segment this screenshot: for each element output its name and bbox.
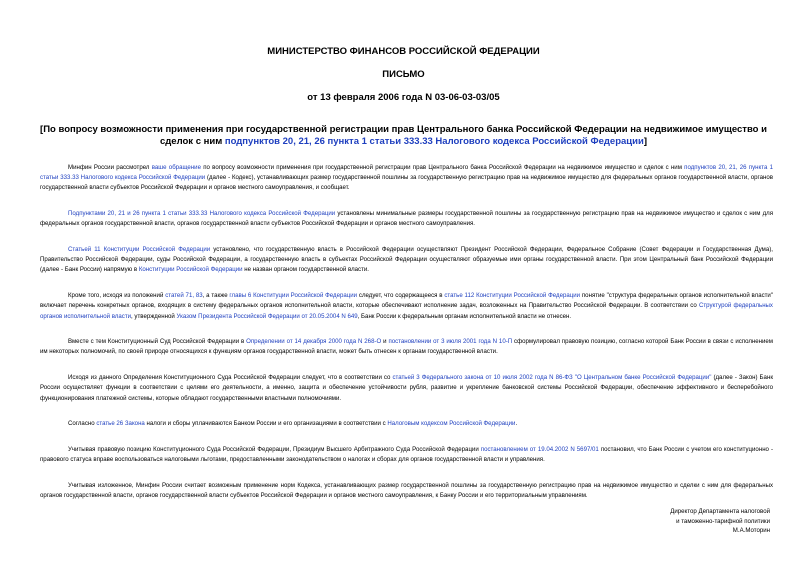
paragraph-4 [40,291,773,322]
link-constitution-art-11[interactable]: Статьей 11 Конституции Российской Федерации [68,246,211,254]
text: (далее - Кодекс), устанавливающих размер государственной пошлины за государственную регистрацию прав на недвижимое имущество для федеральных органов государственной власти, органов государственной власти субъектов Российской Федерации и органов местного самоуправления, и сообщает. [40,174,773,192]
signature-position-line-1: Директор Департамента налоговой [670,508,770,515]
link-constitution-art-112[interactable]: статье 112 Конституции Российской Федерации [444,292,581,300]
text: и [381,338,389,346]
ministry-heading: МИНИСТЕРСТВО ФИНАНСОВ РОССИЙСКОЙ ФЕДЕРАЦИИ [267,46,540,57]
signature-block [570,507,770,536]
subject-text: [По вопросу возможности применения при государственной регистрации прав Центрального банка Российской Федерации на недвижимое имущество и сделок с ним [40,124,767,147]
paragraph-2 [40,209,773,229]
paragraph-7 [40,419,773,429]
link-presidential-decree[interactable]: Указом Президента Российской Федерации от 20.05.2004 N 649 [176,312,358,320]
text: , утвержденной [131,312,177,320]
document-subject [36,124,771,148]
text: не назван органом государственной власти. [242,266,369,274]
signature-name: М.А.Моторин [732,527,770,535]
subject-link-tax-code[interactable]: подпунктов 20, 21, 26 пункта 1 статьи 333.33 Налогового кодекса Российской Федерации [224,136,644,147]
paragraph-3 [40,245,773,276]
link-constitution-chapter-6[interactable]: главы 6 Конституции Российской Федерации [229,292,358,300]
paragraph-5 [40,337,773,357]
text: установлено, что государственную власть в Российской Федерации осуществляют Президент Российской Федерации, Федеральное Собрание (Совет Федерации и Государственная Дума), Правительство Российской Федерации, суды Российской Федерации, а государственную власть в субъектах Российской Федерации осуществляют образуемые ими органы государственной власти. При этом Центральный банк Российской Федерации (далее - Банк России) напрямую в [40,246,773,274]
text: установлены минимальные размеры государственной пошлины за государственную регистрацию прав на недвижимое имущество и сделок с ним для федеральных органов государственной власти, органов государственной власти субъектов Российской Федерации и органов местного самоуправления. [40,210,774,228]
text: Вместе с тем Конституционный Суд Российской Федерации в [68,338,247,346]
text: налоги и сборы уплачиваются Банком России и его организациями в соответствии с [144,420,388,428]
link-tax-code-subparagraphs-2[interactable]: Подпунктами 20, 21 и 26 пункта 1 статьи 333.33 Налогового кодекса Российской Федерации [68,210,336,218]
text: , Банк России к федеральным органам исполнительной власти не отнесен. [357,312,572,320]
text: по вопросу возможности применения при государственной регистрации прав Центрального банка Российской Федерации на недвижимое имущество и сделок с ним [200,164,685,171]
subject-bracket: ] [643,136,647,147]
paragraph-1 [40,163,773,194]
text: , а также [202,292,230,300]
document-date-number: от 13 февраля 2006 года N 03-06-03-03/05 [307,92,500,103]
text: (далее - Закон) Банк России осуществляет функции в соответствии с целями его деятельности, а именно, защита и обеспечение устойчивости рубля, развитие и укрепление банковской системы Российской Федерации, обеспечение эффективного и бесперебойного функционирования платежной системы, которые обладают государственными властными полномочиями. [40,374,773,402]
paragraph-6 [40,373,773,404]
signature-position-line-2: и таможенно-тарифной политики [676,517,770,525]
link-constitution[interactable]: Конституции Российской Федерации [138,266,243,274]
link-executive-structure[interactable]: Структурой федеральных органов исполнительной власти [40,302,773,320]
document-type: ПИСЬМО [382,69,425,80]
text: Учитывая правовую позицию Конституционного Суда Российской Федерации, Президиум Высшего Арбитражного Суда Российской Федерации [68,445,481,453]
text: Согласно [68,420,97,428]
link-arbitration-resolution[interactable]: постановлением от 19.04.2002 N 5697/01 [480,445,599,453]
link-law-art-26[interactable]: статье 26 Закона [96,420,145,428]
text: постановил, что Банк России с учетом его конституционно - правового статуса вправе воспользоваться налоговыми льготами, предоставленными законодательством о налогах и сборах для органов государственной власти и управления. [40,445,773,464]
text: сформулировал правовую позицию, согласно которой Банк России в связи с исполнением им некоторых полномочий, по своей природе относящихся к функциям органов государственной власти, может быть отнесен к органам государственной власти. [40,338,773,356]
text: Кроме того, исходя из положений [68,292,166,300]
paragraph-8 [40,445,773,465]
text: Минфин России рассмотрел [68,164,152,171]
text: Исходя из данного Определения Конституционного Суда Российской Федерации следует, что в соответствии со [68,374,393,382]
text: Учитывая изложенное, Минфин России считает возможным применение норм Кодекса, устанавливающих размер государственной пошлины за государственную регистрацию прав на недвижимое имущество и сделки с ним для федеральных органов государственной власти, органов государственной власти субъектов Российской Федерации и органов местного самоуправления, к Банку России и его территориальным управлениям. [40,481,773,500]
link-tax-code[interactable]: Налоговым кодексом Российской Федерации [387,420,516,428]
link-resolution-10-p[interactable]: постановлении от 3 июля 2001 года N 10-П [388,338,513,346]
paragraph-9 [40,481,773,501]
link-tax-code-subparagraphs[interactable]: подпунктов 20, 21, 26 пункта 1 статьи 333.33 Налогового кодекса Российской Федерации [40,164,773,182]
text: следует, что содержащееся в [357,292,445,300]
link-central-bank-law[interactable]: статьей 3 Федерального закона от 10 июля 2002 года N 86-ФЗ "О Центральном банке Российской Федерации" [392,374,712,382]
text: понятие "структура федеральных органов исполнительной власти" включает перечень конкретных органов, входящих в систему федеральных органов исполнительной власти, которые обеспечивают исполнение задач, возложенных на Правительство Российской Федерации. В соответствии со [40,292,773,310]
link-appeal[interactable]: ваше обращение [151,164,201,171]
link-ruling-268-o[interactable]: Определении от 14 декабря 2000 года N 268-О [246,338,382,346]
link-articles-71-83[interactable]: статей 71, 83 [165,292,203,300]
letter-body [40,163,773,517]
text: . [515,420,518,428]
